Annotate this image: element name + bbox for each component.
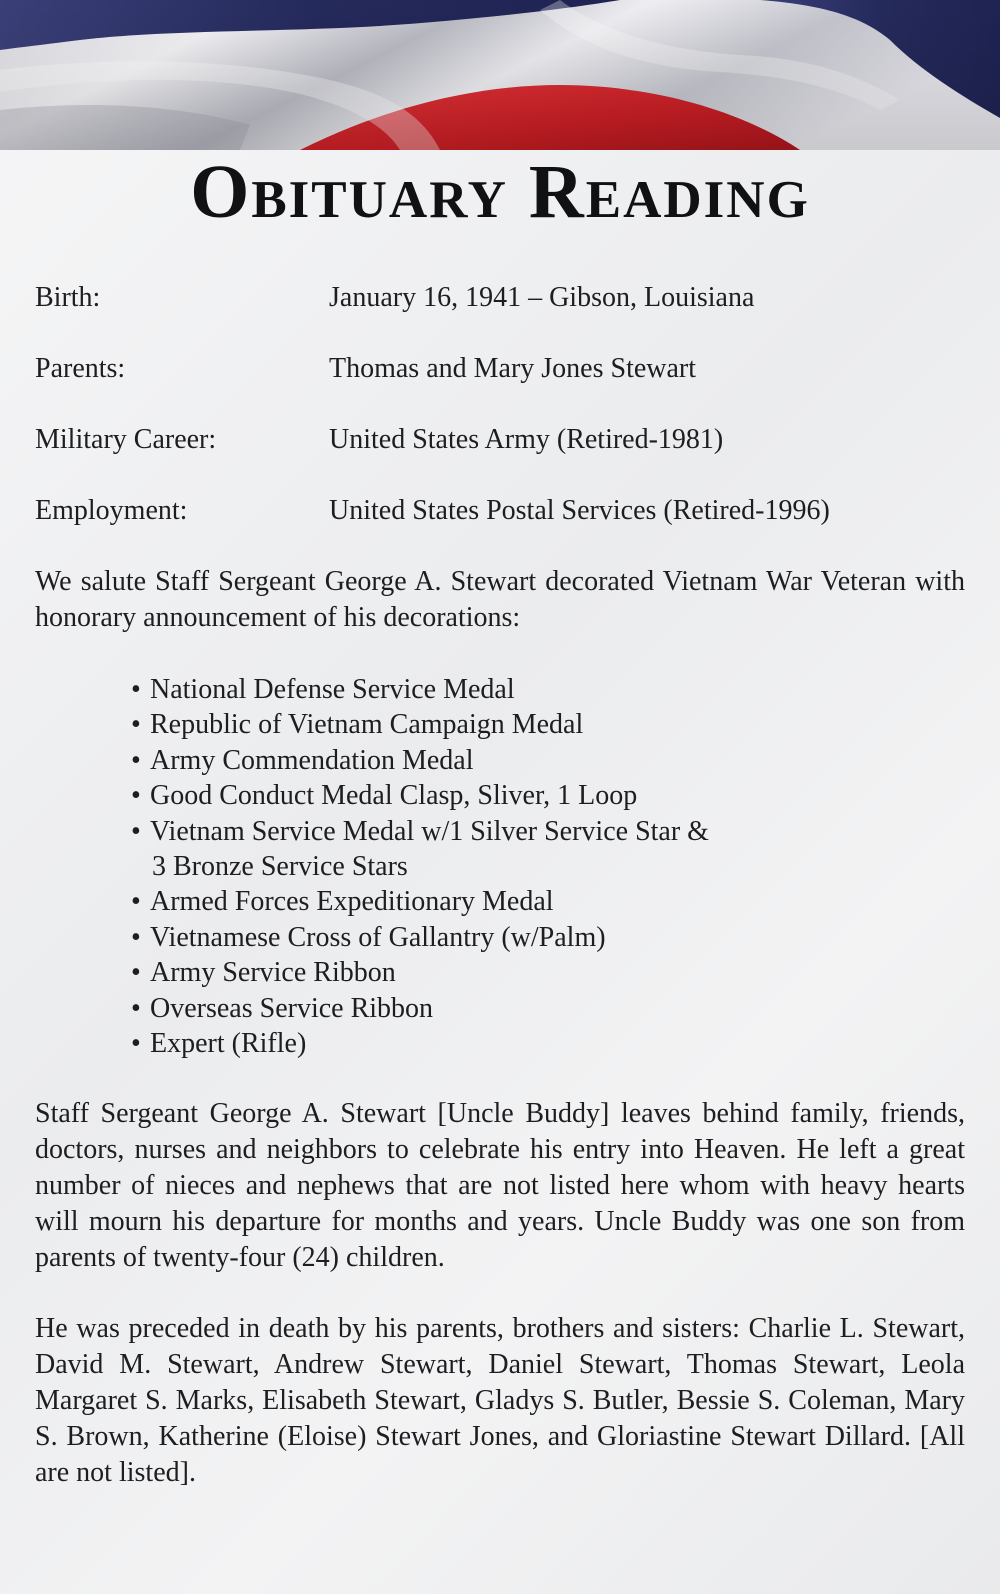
- list-item: [131, 955, 965, 990]
- list-item: [131, 991, 965, 1026]
- decoration-text: Army Commendation Medal: [150, 744, 474, 776]
- list-item: [131, 884, 965, 919]
- list-item: [131, 707, 965, 742]
- decoration-text: Expert (Rifle): [150, 1028, 307, 1060]
- obituary-content: [35, 280, 965, 1491]
- info-value: United States Postal Services (Retired-1996): [329, 495, 830, 526]
- decoration-text: Good Conduct Medal Clasp, Sliver, 1 Loop: [150, 780, 638, 812]
- flag-banner: [0, 0, 1000, 150]
- decorations-list: [131, 672, 965, 1061]
- family-paragraph: Staff Sergeant George A. Stewart [Uncle Buddy] leaves behind family, friends, doctors, nurses and neighbors to celebrate his entry into Heaven. He left a great number of nieces and nephews that are not listed here whom with heavy hearts will mourn his departure for months and years. Uncle Buddy was one son from parents of twenty-four (24) children.: [35, 1098, 965, 1274]
- info-label: Parents:: [35, 353, 126, 384]
- decoration-text: Republic of Vietnam Campaign Medal: [150, 709, 584, 741]
- info-row-birth: [35, 280, 965, 316]
- info-label: Employment:: [35, 495, 188, 526]
- list-item: [131, 743, 965, 778]
- info-label: Military Career:: [35, 424, 217, 455]
- info-label: Birth:: [35, 282, 101, 313]
- info-row-military-career: [35, 422, 965, 458]
- decoration-text-continued: 3 Bronze Service Stars: [152, 851, 408, 883]
- info-row-parents: [35, 351, 965, 387]
- info-value: January 16, 1941 – Gibson, Louisiana: [329, 282, 755, 313]
- decoration-text: Vietnam Service Medal w/1 Silver Service Star &: [150, 815, 709, 847]
- list-item: [131, 672, 965, 707]
- decoration-text: Army Service Ribbon: [150, 957, 396, 989]
- paragraph-spacer: [35, 1276, 965, 1311]
- page-title: Obituary Reading: [190, 150, 810, 234]
- list-item: [131, 814, 965, 885]
- info-value: United States Army (Retired-1981): [329, 424, 724, 455]
- decoration-text: Armed Forces Expeditionary Medal: [150, 886, 554, 918]
- decoration-text: Vietnamese Cross of Gallantry (w/Palm): [150, 921, 606, 953]
- info-value: Thomas and Mary Jones Stewart: [329, 353, 697, 384]
- preceded-paragraph: He was preceded in death by his parents, brothers and sisters: Charlie L. Stewart, David M. Stewart, Andrew Stewart, Daniel Stewart, Thomas Stewart, Leola Margaret S. Marks, Elisabeth Stewart, Gladys S. Butler, Bessie S. Coleman, Mary S. Brown, Katherine (Eloise) Stewart Jones, and Gloriastine Stewart Dillard. [All are not listed].: [35, 1313, 965, 1489]
- decoration-text: National Defense Service Medal: [150, 674, 515, 705]
- decoration-text: Overseas Service Ribbon: [150, 992, 434, 1024]
- info-row-employment: [35, 493, 965, 529]
- list-item: [131, 778, 965, 813]
- list-item: [131, 1026, 965, 1061]
- list-item: [131, 920, 965, 955]
- salute-paragraph: We salute Staff Sergeant George A. Stewart decorated Vietnam War Veteran with honorary announcement of his decorations:: [35, 566, 965, 633]
